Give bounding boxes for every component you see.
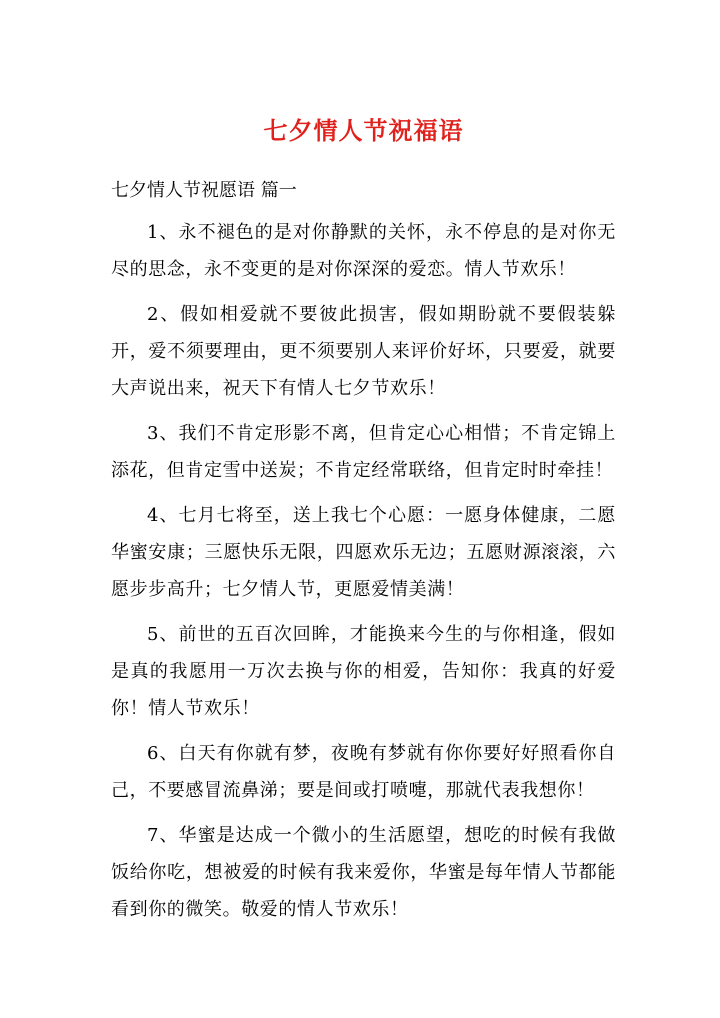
blessing-item-6: 6、白天有你就有梦，夜晚有梦就有你你要好好照看你自己，不要感冒流鼻涕；要是间或打喷嚏，那就代表我想你！: [111, 743, 616, 801]
blessing-item-7: 7、华蜜是达成一个微小的生活愿望，想吃的时候有我做饭给你吃，想被爱的时候有我来爱你，华蜜是每年情人节都能看到你的微笑。敬爱的情人节欢乐！: [111, 825, 616, 920]
blessing-item-2: 2、假如相爱就不要彼此损害，假如期盼就不要假装躲开，爱不须要理由，更不须要别人来评价好坏，只要爱，就要大声说出来，祝天下有情人七夕节欢乐！: [111, 304, 616, 399]
blessing-item-4: 4、七月七将至，送上我七个心愿：一愿身体健康，二愿华蜜安康；三愿快乐无限，四愿欢乐无边；五愿财源滚滚，六愿步步高升；七夕情人节，更愿爱情美满！: [111, 505, 616, 600]
document-title: 七夕情人节祝福语: [263, 116, 464, 145]
blessing-item-5: 5、前世的五百次回眸，才能换来今生的与你相逢，假如是真的我愿用一万次去换与你的相爱，告知你：我真的好爱你！情人节欢乐！: [111, 624, 616, 719]
blessing-item-3: 3、我们不肯定形影不离，但肯定心心相惜；不肯定锦上添花，但肯定雪中送炭；不肯定经常联络，但肯定时时牵挂！: [111, 423, 616, 481]
section-subtitle: 七夕情人节祝愿语 篇一: [111, 180, 297, 201]
blessing-item-1: 1、永不褪色的是对你静默的关怀，永不停息的是对你无尽的思念，永不变更的是对你深深的爱恋。情人节欢乐！: [111, 222, 616, 280]
